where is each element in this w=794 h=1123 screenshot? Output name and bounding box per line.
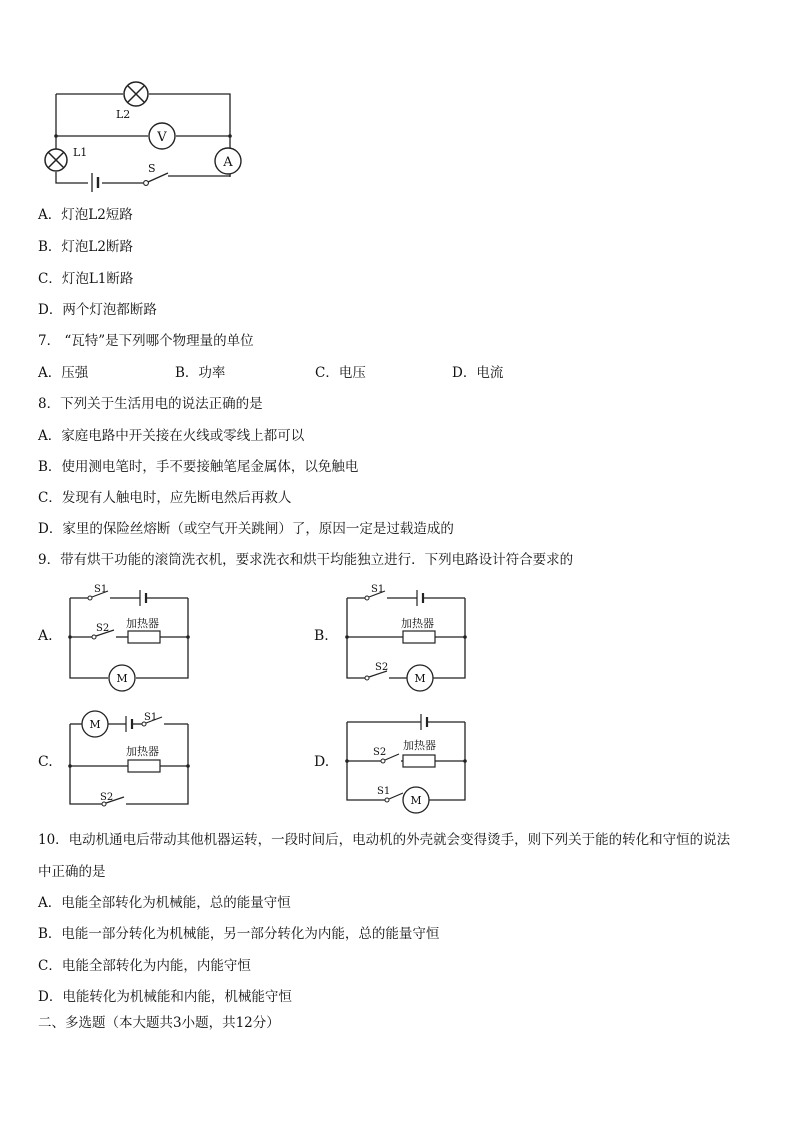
ammeter-label: A	[223, 155, 233, 170]
q9-d-motor-label: M	[410, 794, 422, 807]
q9-d-s2-label: S2	[373, 747, 387, 758]
q10-option-d: D．电能转化为机械能和内能，机械能守恒	[38, 989, 292, 1005]
q10-option-a: A．电能全部转化为机械能，总的能量守恒	[38, 895, 291, 911]
q9-c-motor-label: M	[89, 718, 101, 731]
lamp-l1-icon	[45, 149, 67, 171]
q8-option-a: A．家庭电路中开关接在火线或零线上都可以	[38, 428, 305, 444]
voltmeter-label: V	[157, 130, 167, 145]
lamp-l2-icon	[124, 82, 148, 106]
q6-option-b: B．灯泡L2断路	[38, 239, 133, 255]
q9-choice-c-label: C.	[38, 754, 53, 770]
q7-stem: 7． “瓦特”是下列哪个物理量的单位	[38, 333, 254, 349]
q8-option-c: C．发现有人触电时，应先断电然后再救人	[38, 490, 292, 506]
q9-a-heater-label: 加热器	[126, 617, 159, 630]
q9-a-s2-label: S2	[96, 623, 110, 634]
q10-option-c: C．电能全部转化为内能，内能守恒	[38, 958, 251, 974]
q9-choice-d-label: D.	[314, 754, 330, 770]
q9-c-s2-label: S2	[100, 792, 114, 803]
top-circuit-diagram	[40, 80, 250, 195]
q7-option-b: B．功率	[175, 365, 226, 381]
switch-label: S	[148, 162, 156, 175]
q9-circuit-c	[60, 708, 200, 818]
q9-b-motor-label: M	[414, 672, 426, 685]
q8-stem: 8．下列关于生活用电的说法正确的是	[38, 396, 263, 412]
q9-stem: 9．带有烘干功能的滚筒洗衣机，要求洗衣和烘干均能独立进行．下列电路设计符合要求的	[38, 552, 574, 568]
q10-stem-line1: 10．电动机通电后带动其他机器运转，一段时间后，电动机的外壳就会变得烫手，则下列关于能的转化和守恒的说法	[38, 832, 731, 848]
q8-option-b: B．使用测电笔时，手不要接触笔尾金属体，以免触电	[38, 459, 359, 475]
q9-b-heater-label: 加热器	[401, 617, 434, 630]
q9-c-s1-label: S1	[144, 712, 158, 723]
q9-choice-a-label: A.	[38, 628, 53, 644]
lamp-l2-label: L2	[116, 108, 131, 121]
q9-d-s1-label: S1	[377, 786, 391, 797]
q9-a-motor-label: M	[116, 672, 128, 685]
q9-d-heater-label: 加热器	[403, 739, 436, 752]
q10-option-b: B．电能一部分转化为机械能，另一部分转化为内能，总的能量守恒	[38, 926, 440, 942]
q9-circuit-d	[337, 708, 477, 818]
q9-b-s1-label: S1	[371, 584, 385, 595]
q9-b-s2-label: S2	[375, 662, 389, 673]
q8-option-d: D．家里的保险丝熔断（或空气开关跳闸）了，原因一定是过载造成的	[38, 521, 454, 537]
q6-option-c: C．灯泡L1断路	[38, 271, 134, 287]
q7-option-d: D．电流	[452, 365, 504, 381]
q10-stem-line2: 中正确的是	[38, 864, 106, 880]
lamp-l1-label: L1	[73, 146, 88, 159]
q9-choice-b-label: B.	[314, 628, 329, 644]
q9-a-s1-label: S1	[94, 584, 108, 595]
q9-c-heater-label: 加热器	[126, 745, 159, 758]
q6-option-a: A．灯泡L2短路	[38, 207, 133, 223]
q7-option-c: C．电压	[315, 365, 366, 381]
q9-circuit-a	[60, 582, 200, 692]
q7-option-a: A．压强	[38, 365, 89, 381]
q9-circuit-b	[337, 582, 477, 692]
q6-option-d: D．两个灯泡都断路	[38, 302, 157, 318]
section-2-title: 二、多选题（本大题共3小题，共12分）	[38, 1015, 280, 1031]
